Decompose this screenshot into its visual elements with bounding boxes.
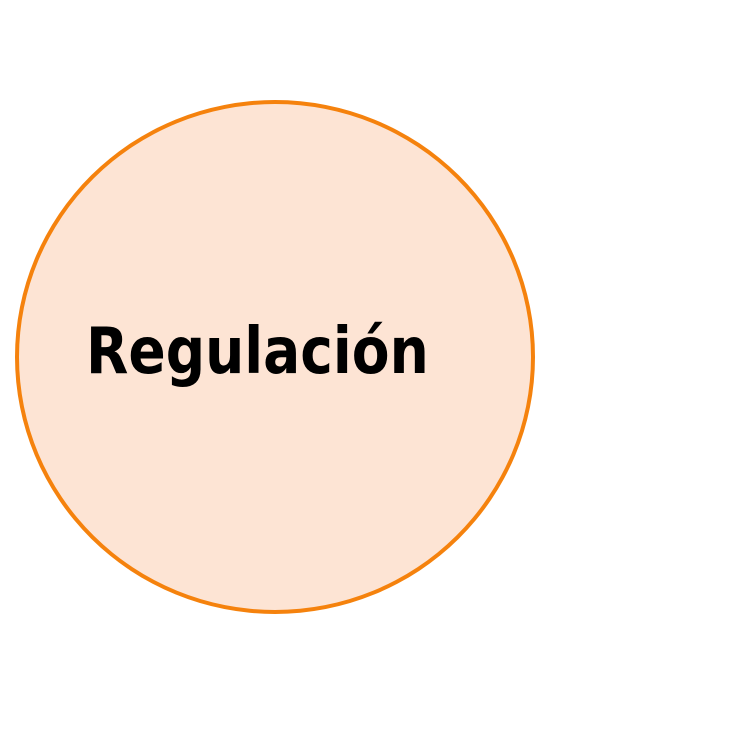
regulation-node-label: Regulación [86,315,429,389]
